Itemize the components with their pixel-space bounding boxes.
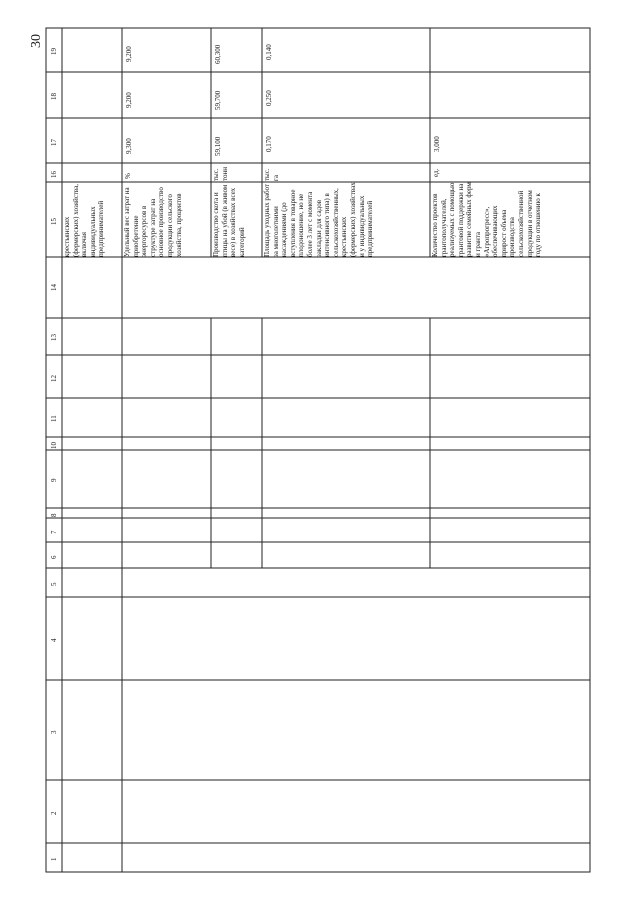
column-number-15: 15: [50, 218, 58, 225]
indicator-cell: Количество проектов грантополучателей, реализуемых с помощью грантовой поддержки на развитие семейных ферм и гранта «Агропрогресс», обеспечивающих прирост объема производства сельскохозяйственной продукции в отчетном году по отношению к: [431, 182, 543, 257]
column-number-4: 4: [50, 638, 58, 642]
column-number-7: 7: [50, 530, 58, 534]
unit-cell: тыс. тонн: [212, 167, 229, 181]
column-number-5: 5: [50, 582, 58, 586]
value-cell: 0,250: [265, 90, 273, 106]
indicator-cell: Площадь уходных работ за многолетними насаждениями (до вступления в товарное плодоношение, но не более 3 лет с момента закладки для садов интенсивного типа) в сельскохозяйственных, крестьянских (фермерских) хозяйствах и у индивидуальных предпринимателей: [263, 182, 375, 257]
page-number-text: 30: [29, 34, 44, 48]
value-cell: 9,200: [125, 92, 133, 108]
indicator-cell: крестьянских (фермерских) хозяйства, включая индивидуальных предпринимателей: [63, 184, 106, 257]
column-number-13: 13: [50, 334, 58, 341]
value-cell: 0,170: [265, 136, 273, 152]
value-cell: 3,000: [433, 136, 441, 152]
column-number-3: 3: [50, 730, 58, 734]
value-cell: 0,140: [265, 44, 273, 60]
column-number-9: 9: [50, 478, 58, 482]
unit-cell: тыс. га: [263, 168, 280, 181]
column-number-17: 17: [50, 139, 58, 146]
value-cell: 60,300: [214, 44, 222, 64]
value-cell: 9,200: [125, 46, 133, 62]
column-number-12: 12: [50, 375, 58, 382]
unit-cell: ед.: [432, 168, 440, 177]
column-number-2: 2: [50, 811, 58, 815]
column-number-10: 10: [50, 442, 58, 449]
column-number-6: 6: [50, 555, 58, 559]
column-number-16: 16: [50, 171, 58, 178]
column-number-18: 18: [50, 93, 58, 100]
column-number-14: 14: [50, 284, 58, 291]
indicator-cell: Производство скота и птицы на убой (в живом весе) в хозяйствах всех категорий: [212, 184, 246, 257]
value-cell: 59,700: [214, 90, 222, 110]
column-number-1: 1: [50, 857, 58, 861]
value-cell: [430, 72, 590, 118]
value-cell: [430, 28, 590, 72]
value-cell: 9,300: [125, 138, 133, 154]
value-cell: 59,100: [214, 136, 222, 156]
indicator-cell: Удельный вес затрат на приобретение энергоресурсов в структуре затрат на основное производство продукции сельского хозяйства, процентов: [123, 187, 183, 257]
column-number-19: 19: [50, 48, 58, 55]
unit-cell: %: [124, 173, 132, 179]
column-number-8: 8: [50, 513, 58, 517]
column-number-11: 11: [50, 415, 58, 422]
